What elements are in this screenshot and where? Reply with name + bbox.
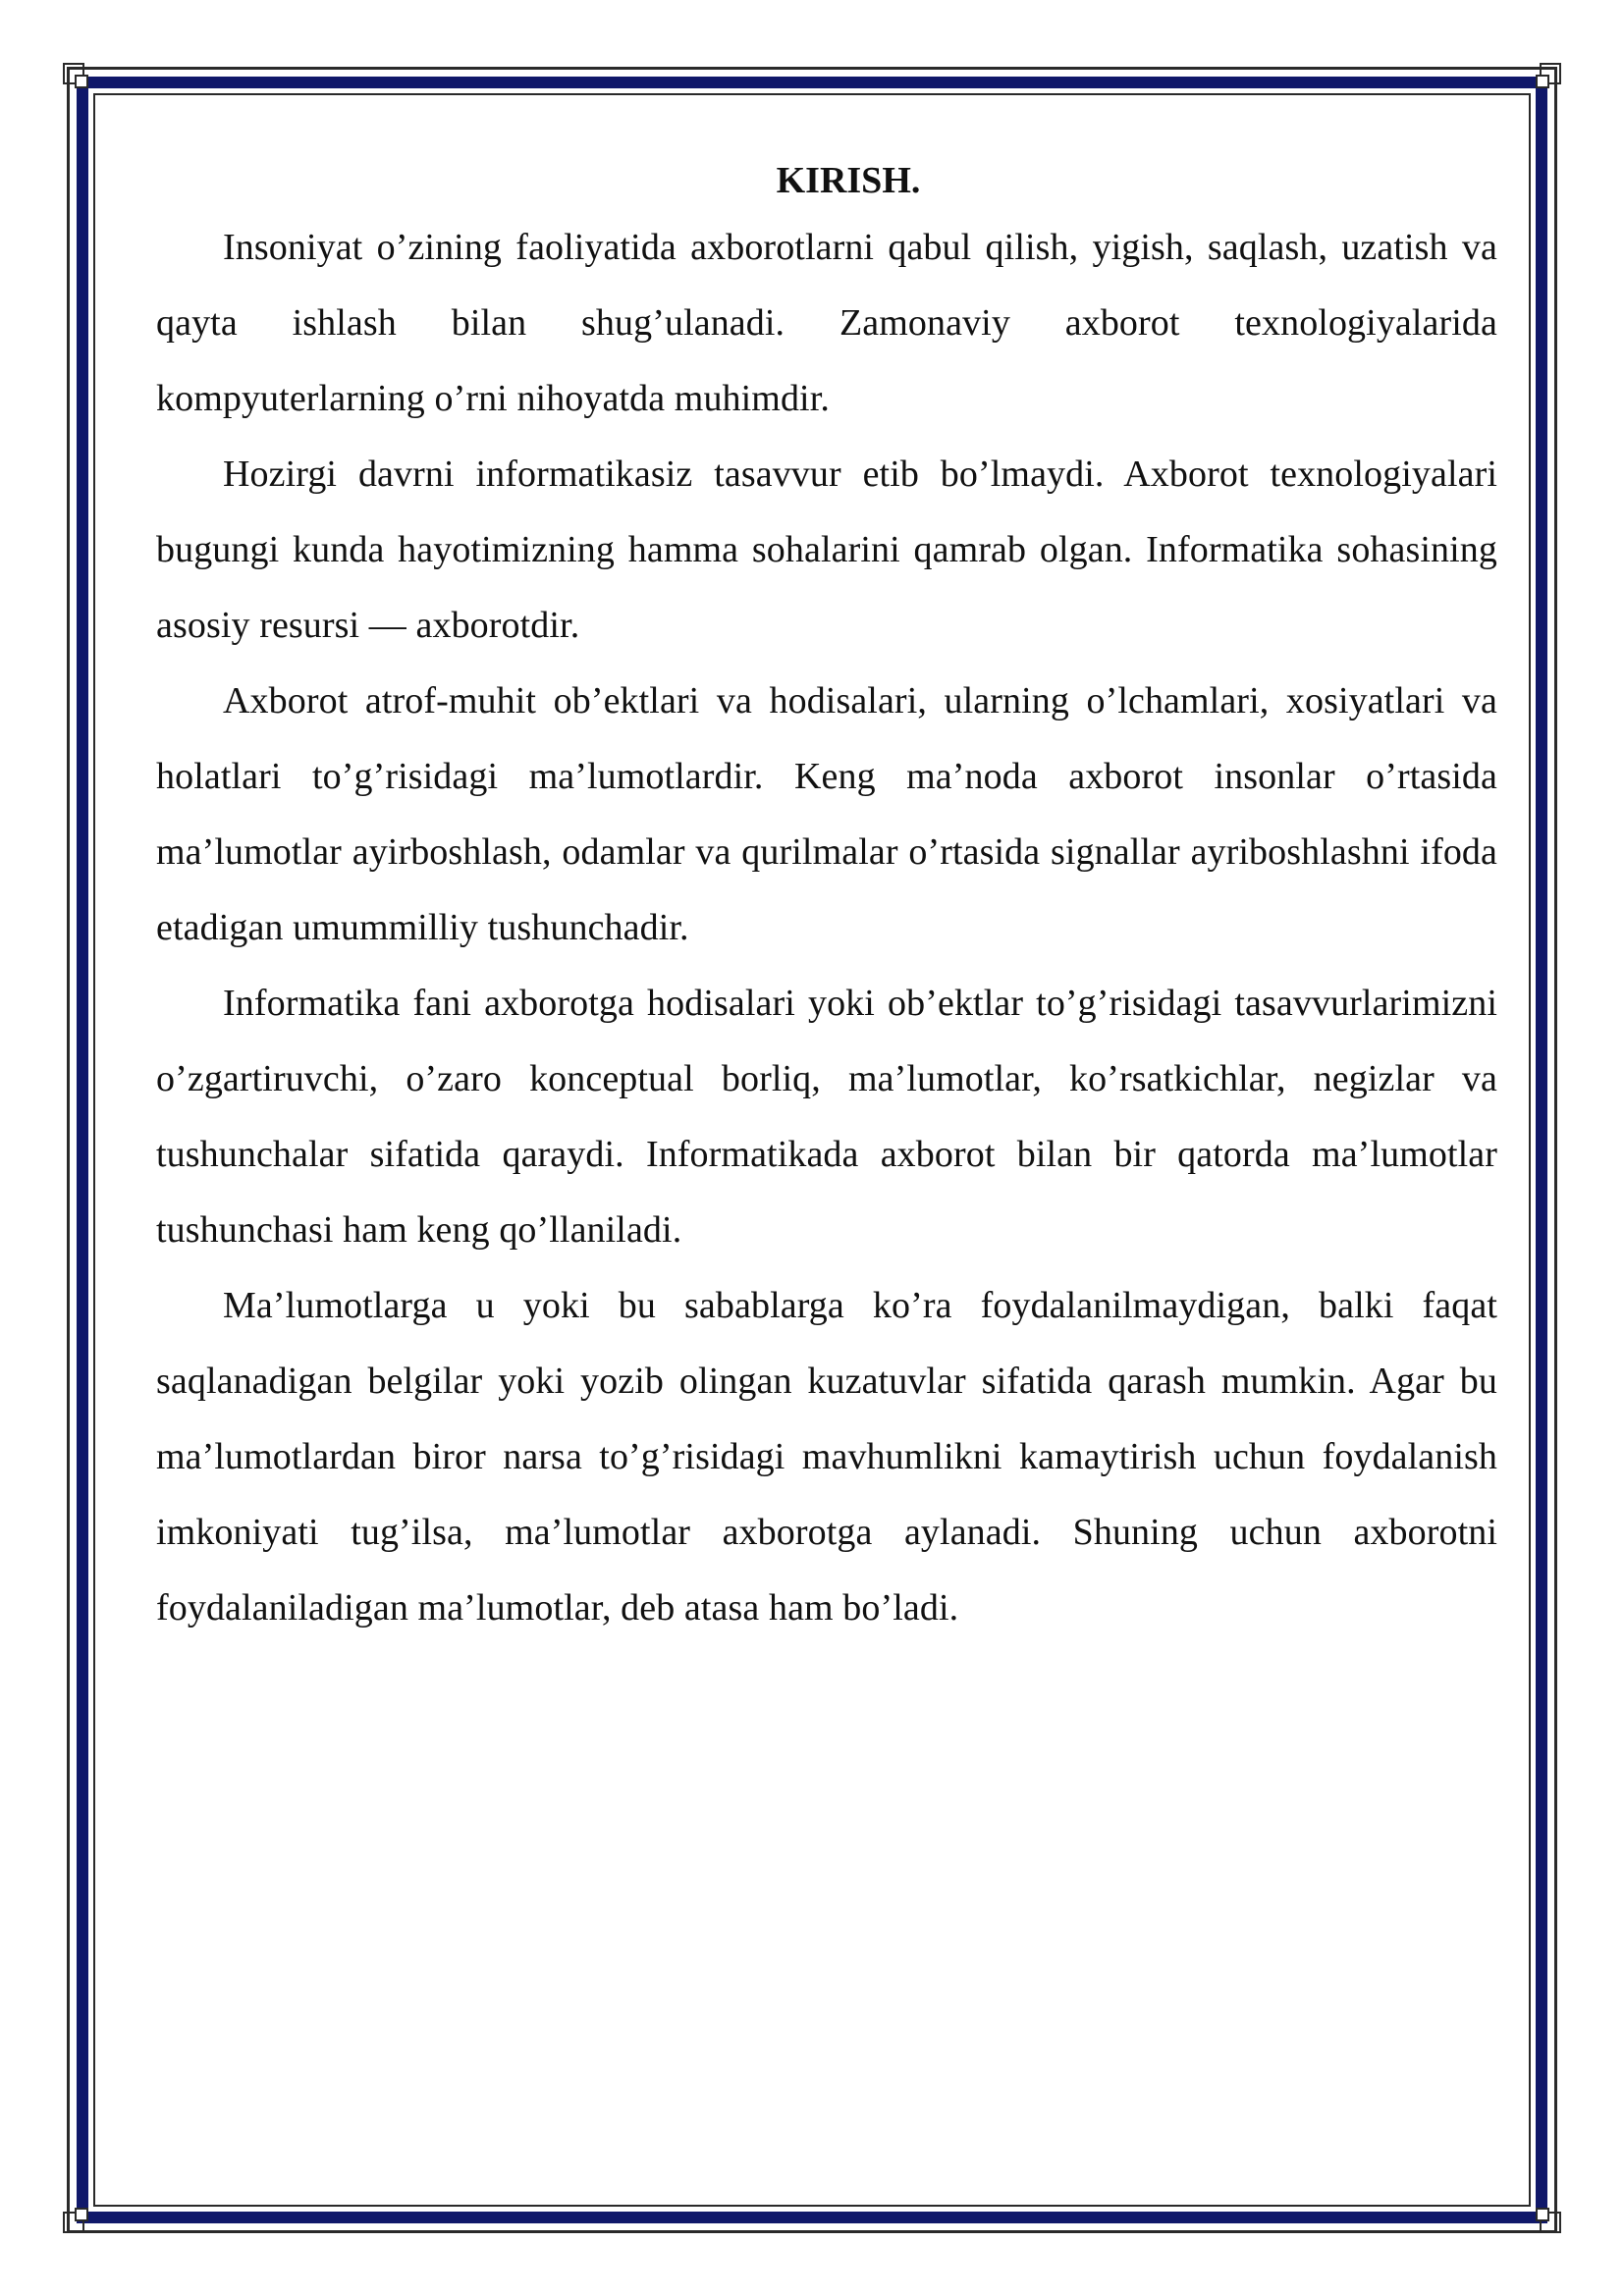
- paragraph-1: Insoniyat o’zining faoliyatida axborotlarni qabul qilish, yigish, saqlash, uzatish va qayta ishlash bilan shug’ulanadi. Zamonaviy axborot texnologiyalarida kompyuterlarning o’rni nihoyatda muhimdir.: [156, 227, 1497, 419]
- document-body: [156, 157, 1497, 1646]
- paragraph-2: Hozirgi davrni informatikasiz tasavvur etib bo’lmaydi. Axborot texnologiyalari bugungi kunda hayotimizning hamma sohalarini qamrab olgan. Informatika sohasining asosiy resursi — axborotdir.: [156, 454, 1497, 646]
- paragraph-3: Axborot atrof-muhit ob’ektlari va hodisalari, ularning o’lchamlari, xosiyatlari va holatlari to’g’risidagi ma’lumotlardir. Keng ma’noda axborot insonlar o’rtasida ma’lumotlar ayirboshlash, odamlar va qurilmalar o’rtasida signallar ayriboshlashni ifoda etadigan umummilliy tushunchadir.: [156, 680, 1497, 948]
- border-corner-ornament-bottom-left: [63, 2194, 102, 2233]
- border-corner-ornament-top-right: [1522, 63, 1561, 102]
- border-corner-ornament-top-left: [63, 63, 102, 102]
- border-corner-ornament-bottom-right: [1522, 2194, 1561, 2233]
- paragraph-4: Informatika fani axborotga hodisalari yoki ob’ektlar to’g’risidagi tasavvurlarimizni o’zgartiruvchi, o’zaro konceptual borliq, ma’lumotlar, ko’rsatkichlar, negizlar va tushunchalar sifatida qaraydi. Informatikada axborot bilan bir qatorda ma’lumotlar tushunchasi ham keng qo’llaniladi.: [156, 983, 1497, 1251]
- document-title: KIRISH.: [776, 160, 921, 201]
- paragraph-5: Ma’lumotlarga u yoki bu sabablarga ko’ra foydalanilmaydigan, balki faqat saqlanadigan belgilar yoki yozib olingan kuzatuvlar sifatida qarash mumkin. Agar bu ma’lumotlardan biror narsa to’g’risidagi mavhumlikni kamaytirish uchun foydalanish imkoniyati tug’ilsa, ma’lumotlar axborotga aylanadi. Shuning uchun axborotni foydalaniladigan ma’lumotlar, deb atasa ham bo’ladi.: [156, 1285, 1497, 1629]
